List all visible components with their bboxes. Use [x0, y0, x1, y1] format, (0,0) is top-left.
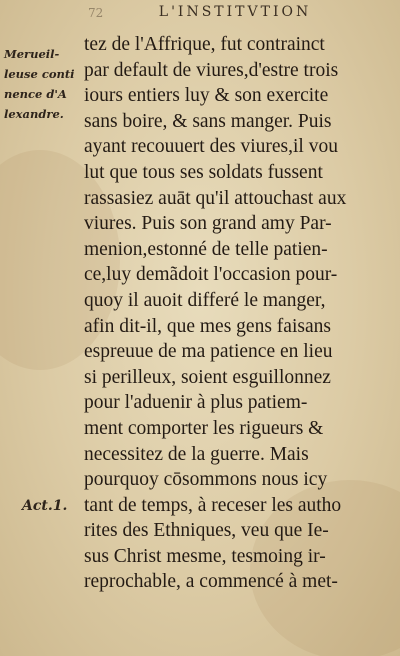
margin-note-line: Act.1. [22, 498, 68, 514]
margin-note-line: Merueil- [4, 47, 60, 61]
text-line: ment comporter les rigueurs & [84, 417, 324, 439]
margin-note-alexandre [4, 44, 82, 124]
text-line: tant de temps, à receser les autho [84, 494, 342, 516]
text-line: espreuue de ma patience en lieu [84, 341, 333, 363]
margin-note-line: leuse conti [4, 67, 75, 81]
text-line: viures. Puis son grand amy Par- [84, 213, 332, 235]
running-head: L'INSTITVTION [158, 4, 312, 20]
text-line: si perilleux, soient esguillonnez [84, 366, 331, 388]
text-line: reprochable, a commencé à met- [84, 571, 338, 593]
text-line: ayant recouuert des viures,il vou [84, 136, 338, 158]
text-line: rites des Ethniques, veu que Ie- [84, 520, 329, 542]
text-line: tez de l'Affrique, fut contrainct [84, 34, 325, 55]
text-line: ce,luy demãdoit l'occasion pour- [84, 264, 338, 286]
text-line: menion,estonné de telle patien- [84, 238, 328, 260]
body-text [84, 32, 390, 595]
text-line: sans boire, & sans manger. Puis [84, 110, 332, 132]
text-line: sus Christ mesme, tesmoing ir- [84, 545, 326, 567]
margin-note-line: nence d'A [4, 87, 67, 101]
text-line: pour l'aduenir à plus patiem- [84, 392, 308, 414]
text-line: quoy il auoit differé le manger, [84, 289, 326, 311]
text-line: afin dit-il, que mes gens faisans [84, 315, 331, 337]
text-line: necessitez de la guerre. Mais [84, 443, 309, 465]
margin-note-line: lexandre. [4, 107, 64, 121]
text-line: rassasiez auāt qu'il attouchast aux [84, 187, 347, 209]
page-number: 72 [88, 6, 104, 20]
text-line: iours entiers luy & son exercite [84, 85, 329, 107]
text-line: lut que tous ses soldats fussent [84, 161, 323, 183]
text-line: par default de viures,d'estre trois [84, 59, 339, 81]
text-line: pourquoy cōsommons nous icy [84, 469, 328, 491]
